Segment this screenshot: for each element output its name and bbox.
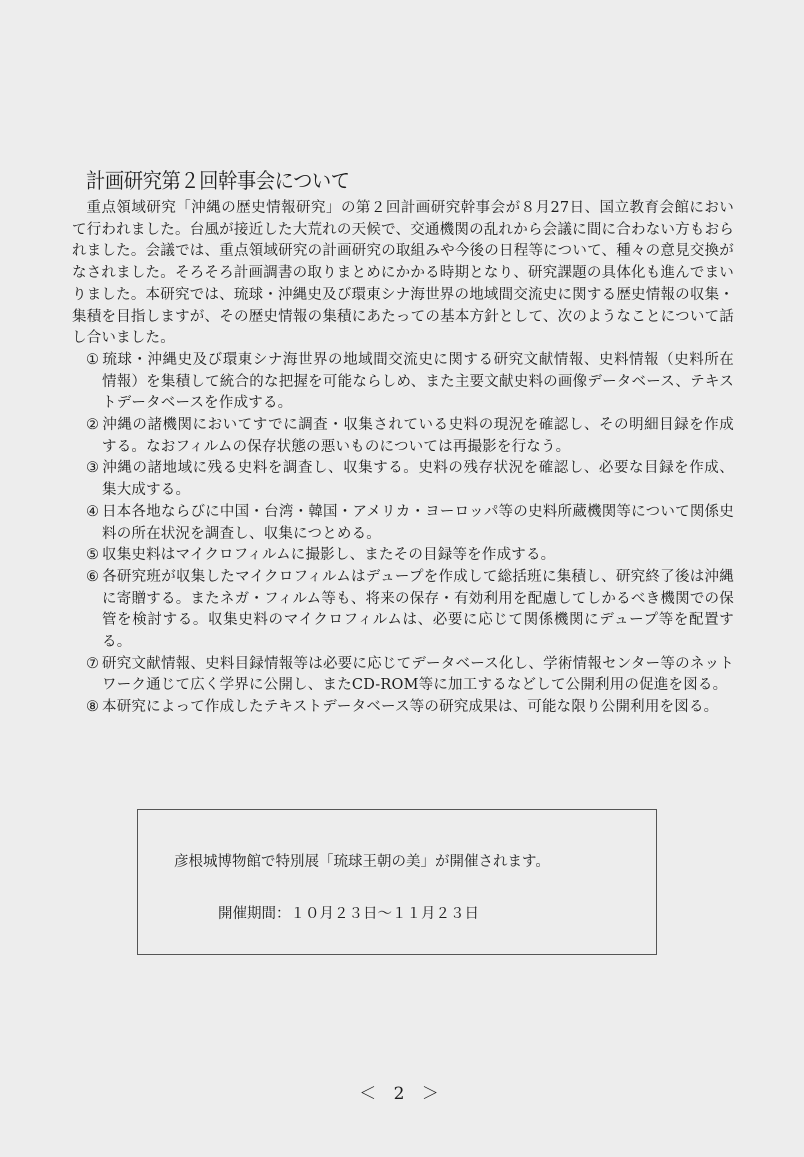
page-title: 計画研究第２回幹事会について (86, 169, 350, 193)
item-text: 沖縄の諸機関においてすでに調査・収集されている史料の現況を確認し、その明細目録を作成する。なおフィルムの保存状態の悪いものについては再撮影を行なう。 (102, 417, 734, 455)
item-text: 琉球・沖縄史及び環東シナ海世界の地域間交流史に関する研究文献情報、史料情報（史料所在情報）を集積して統合的な把握を可能ならしめ、また主要文献史料の画像データベース、テキストデータベースを作成する。 (102, 351, 734, 412)
list-item (72, 415, 734, 458)
item-text: 研究文献情報、史料目録情報等は必要に応じてデータベース化し、学術情報センター等のネットワーク通じて広く学界に公開し、またCD-ROM等に加工するなどして公開利用の促進を図る。 (102, 655, 734, 694)
item-number: ① (86, 351, 100, 368)
item-number: ③ (86, 460, 100, 477)
item-text: 沖縄の諸地域に残る史料を調査し、収集する。史料の残存状況を確認し、必要な目録を作成、集大成する。 (102, 460, 734, 499)
list-item (72, 567, 734, 654)
item-text: 本研究によって作成したテキストデータベース等の研究成果は、可能な限り公開利用を図る。 (102, 699, 719, 716)
item-number: ⑤ (86, 547, 100, 564)
list-item (72, 697, 734, 719)
item-number: ⑦ (86, 655, 100, 672)
article-body (72, 198, 734, 719)
intro-paragraph: 重点領域研究「沖縄の歴史情報研究」の第２回計画研究幹事会が８月27日、国立教育会館において行われました。台風が接近した大荒れの天候で、交通機関の乱れから会議に間に合わない方もおられました。会議では、重点領域研究の計画研究の取組みや今後の日程等について、種々の意見交換がなされました。そろそろ計画調書の取りまとめにかかる時期となり、研究課題の具体化も進んでまいりました。本研究では、琉球・沖縄史及び環東シナ海世界の地域間交流史に関する歴史情報の収集・集積を目指しますが、その歴史情報の集積にあたっての基本方針として、次のようなことについて話し合いました。 (72, 200, 734, 347)
item-number: ② (86, 417, 100, 434)
notice-period: 開催期間：１０月２３日～１１月２３日 (218, 906, 479, 922)
item-number: ⑥ (86, 568, 100, 585)
item-text: 各研究班が収集したマイクロフィルムはデュープを作成して総括班に集積し、研究終了後は沖縄に寄贈する。またネガ・フィルム等も、将来の保存・有効利用を配慮してしかるべき機関での保管を検討する。収集史料のマイクロフィルムは、必要に応じて関係機関にデュープ等を配置する。 (102, 568, 734, 651)
policy-list (72, 350, 734, 719)
list-item (72, 350, 734, 415)
item-text: 日本各地ならびに中国・台湾・韓国・アメリカ・ヨーロッパ等の史料所蔵機関等について関係史料の所在状況を調査し、収集につとめる。 (102, 503, 734, 542)
item-text: 収集史料はマイクロフィルムに撮影し、またその目録等を作成する。 (102, 547, 556, 564)
notice-headline: 彦根城博物館で特別展「琉球王朝の美」が開催されます。 (174, 854, 550, 870)
list-item (72, 502, 734, 545)
list-item (72, 654, 734, 697)
page-number: ＜ 2 ＞ (359, 1084, 445, 1104)
list-item (72, 545, 734, 567)
list-item (72, 458, 734, 501)
item-number: ⑧ (86, 699, 100, 716)
exhibition-notice-box (137, 809, 657, 955)
item-number: ④ (86, 503, 100, 520)
